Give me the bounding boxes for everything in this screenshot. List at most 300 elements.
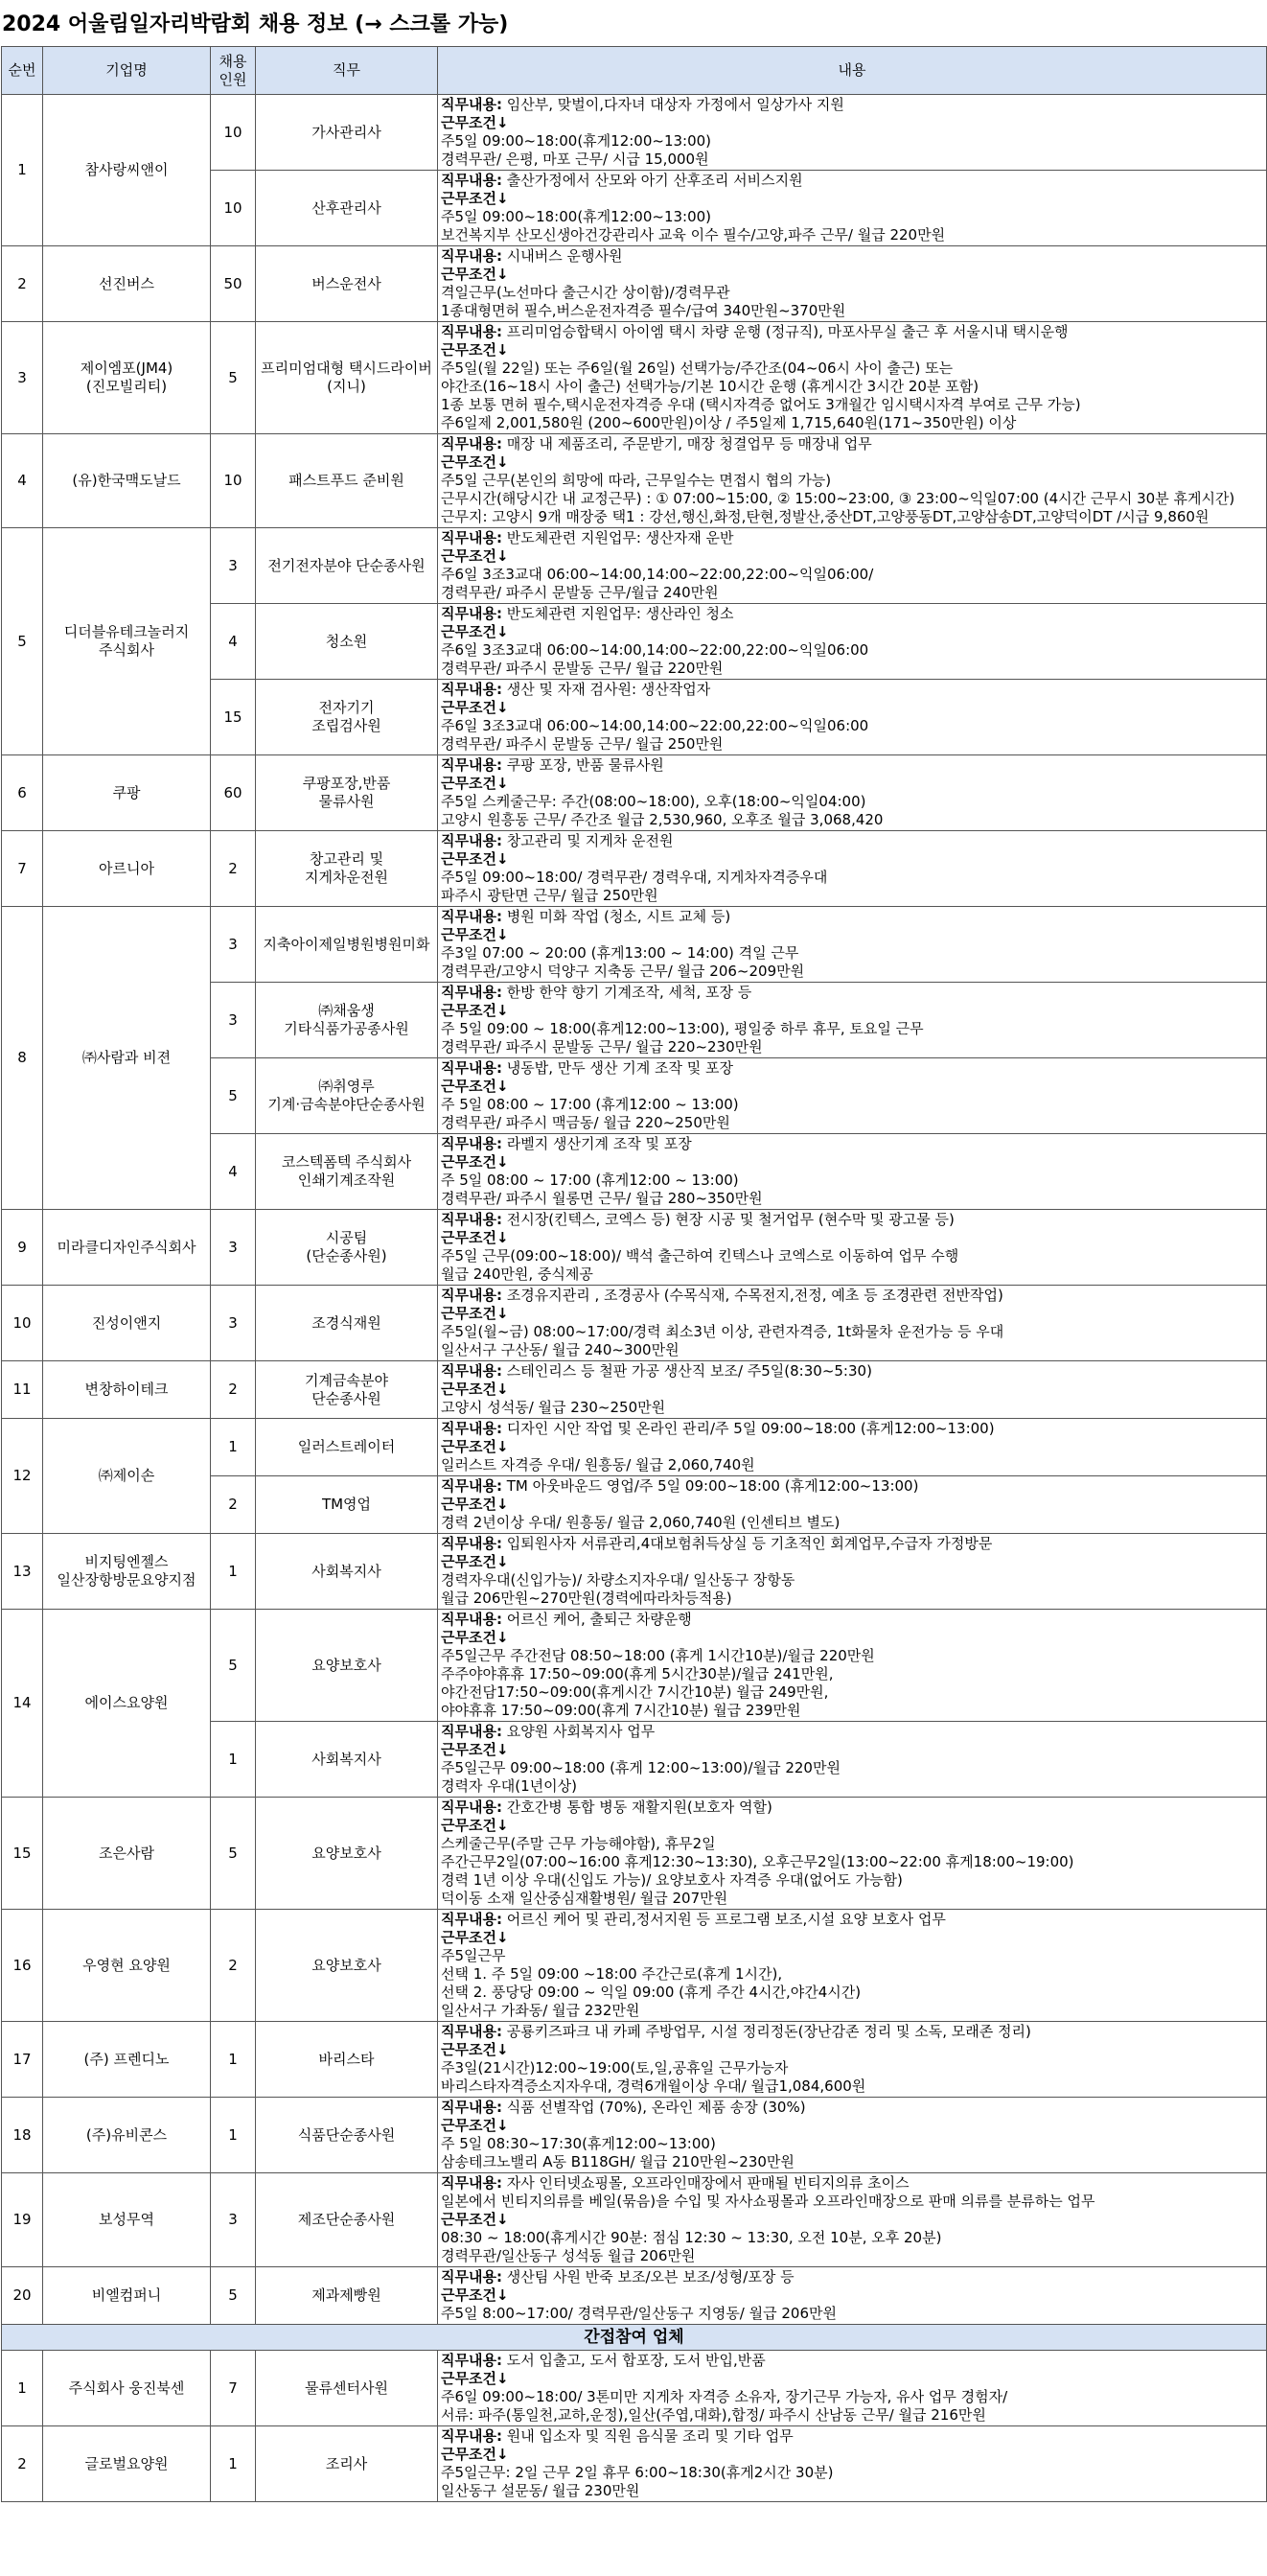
row-number: 12 xyxy=(2,1419,43,1534)
job-details xyxy=(438,1134,1267,1210)
duty-line xyxy=(441,1477,1263,1496)
header-no: 순번 xyxy=(2,47,43,95)
job-details xyxy=(438,1476,1267,1534)
duty-label: 직무내용: xyxy=(441,435,502,453)
duty-line xyxy=(441,1799,1263,1817)
condition-label: 근무조건↓ xyxy=(441,2211,509,2228)
row-number: 20 xyxy=(2,2267,43,2325)
job-role: 제과제빵원 xyxy=(256,2267,438,2325)
duty-label: 직무내용: xyxy=(441,2174,502,2192)
cell-line: 코스텍폼텍 주식회사 xyxy=(281,1153,412,1171)
condition-label: 근무조건↓ xyxy=(441,2041,509,2058)
duty-text: 창고관리 및 지게차 운전원 xyxy=(506,832,674,849)
condition-line: 경력 1년 이상 우대(신입도 가능)/ 요양보호사 자격증 우대(없어도 가능함) xyxy=(441,1871,903,1889)
table-row xyxy=(2,2098,1267,2173)
cell-line: 일산장항방문요양지점 xyxy=(57,1571,196,1589)
duty-text: 조경유지관리 , 조경공사 (수목식재, 수목전지,전정, 예초 등 조경관련 전반작업) xyxy=(506,1287,1003,1304)
condition-label: 근무조건↓ xyxy=(441,775,509,792)
duty-text: 프리미엄승합택시 아이엠 택시 차량 운행 (정규직), 마포사무실 출근 후 서울시내 택시운행 xyxy=(506,323,1069,340)
condition-line: 고양시 원흥동 근무/ 주간조 월급 2,530,960, 오후조 월급 3,068,420 xyxy=(441,811,884,828)
company-name: 변창하이테크 xyxy=(43,1361,211,1419)
row-number: 13 xyxy=(2,1534,43,1610)
condition-label: 근무조건↓ xyxy=(441,453,509,471)
table-row xyxy=(2,1361,1267,1419)
hire-count: 3 xyxy=(211,1210,256,1286)
duty-label: 직무내용: xyxy=(441,605,502,622)
duty-line xyxy=(441,1211,1263,1229)
condition-line: 주5일 근무(09:00~18:00)/ 백석 출근하여 킨텍스나 코엑스로 이동하여 업무 수행 xyxy=(441,1247,959,1265)
cell-line: 물류사원 xyxy=(318,793,375,810)
condition-line: 주3일 07:00 ~ 20:00 (휴게13:00 ~ 14:00) 격일 근무 xyxy=(441,944,799,962)
job-role: 전기전자분야 단순종사원 xyxy=(256,528,438,604)
hire-count: 1 xyxy=(211,2098,256,2173)
duty-label: 직무내용: xyxy=(441,96,502,113)
job-role: 조경식재원 xyxy=(256,1286,438,1361)
duty-line xyxy=(441,2352,1263,2370)
job-table xyxy=(1,46,1267,2502)
duty-line xyxy=(441,1420,1263,1438)
job-details xyxy=(438,1210,1267,1286)
condition-line: 08:30 ~ 18:00(휴게시간 90분: 점심 12:30 ~ 13:30, 오전 10분, 오후 20분) xyxy=(441,2229,942,2246)
job-role: 청소원 xyxy=(256,604,438,680)
condition-line: 주6일 3조3교대 06:00~14:00,14:00~22:00,22:00~익일06:00/ xyxy=(441,566,874,583)
condition-label: 근무조건↓ xyxy=(441,1496,509,1513)
job-role: 버스운전사 xyxy=(256,246,438,322)
job-details xyxy=(438,1361,1267,1419)
cell-line: ㈜채움생 xyxy=(318,1002,375,1019)
condition-line: 일산서구 가좌동/ 월급 232만원 xyxy=(441,2002,640,2019)
condition-line: 주 5일 08:00 ~ 17:00 (휴게12:00 ~ 13:00) xyxy=(441,1096,739,1113)
company-name: 선진버스 xyxy=(43,246,211,322)
job-table-body xyxy=(2,95,1267,2325)
duty-text: 스테인리스 등 철판 가공 생산직 보조/ 주5일(8:30~5:30) xyxy=(506,1362,872,1380)
job-details xyxy=(438,983,1267,1058)
hire-count: 4 xyxy=(211,1134,256,1210)
condition-line: 삼송테크노밸리 A동 B118GH/ 월급 210만원~230만원 xyxy=(441,2153,795,2170)
duty-label: 직무내용: xyxy=(441,984,502,1001)
condition-line: 경력무관/ 파주시 문발동 근무/ 월급 220~230만원 xyxy=(441,1038,763,1056)
company-name: 글로벌요양원 xyxy=(43,2426,211,2502)
row-number: 3 xyxy=(2,322,43,434)
table-row xyxy=(2,2022,1267,2098)
duty-line xyxy=(441,984,1263,1002)
duty-text: 한방 한약 향기 기계조작, 세척, 포장 등 xyxy=(506,984,752,1001)
condition-line: 경력무관/ 파주시 월롱면 근무/ 월급 280~350만원 xyxy=(441,1190,763,1207)
job-role: 바리스타 xyxy=(256,2022,438,2098)
company-name: 에이스요양원 xyxy=(43,1610,211,1798)
job-role: 요양보호사 xyxy=(256,1610,438,1722)
duty-label: 직무내용: xyxy=(441,2427,502,2445)
hire-count: 5 xyxy=(211,1610,256,1722)
header-company: 기업명 xyxy=(43,47,211,95)
condition-line: 선택 1. 주 5일 09:00 ~18:00 주간근로(휴게 1시간), xyxy=(441,1965,783,1983)
duty-line xyxy=(441,2023,1263,2041)
hire-count: 5 xyxy=(211,1058,256,1134)
job-details xyxy=(438,322,1267,434)
duty-label: 직무내용: xyxy=(441,172,502,189)
duty-text: 원내 입소자 및 직원 음식물 조리 및 기타 업무 xyxy=(506,2427,794,2445)
row-number: 9 xyxy=(2,1210,43,1286)
job-details xyxy=(438,2022,1267,2098)
job-details xyxy=(438,1534,1267,1610)
hire-count: 1 xyxy=(211,1534,256,1610)
condition-line: 격일근무(노선마다 출근시간 상이함)/경력무관 xyxy=(441,284,730,301)
job-role xyxy=(256,755,438,831)
duty-label: 직무내용: xyxy=(441,1287,502,1304)
duty-text: 공룡키즈파크 내 카페 주방업무, 시설 정리정돈(장난감존 정리 및 소독, 모래존 정리) xyxy=(506,2023,1031,2040)
condition-label: 근무조건↓ xyxy=(441,1817,509,1834)
row-number: 15 xyxy=(2,1798,43,1910)
job-role xyxy=(256,983,438,1058)
condition-label: 근무조건↓ xyxy=(441,1305,509,1322)
condition-line: 주6일 3조3교대 06:00~14:00,14:00~22:00,22:00~익일06:00 xyxy=(441,717,869,734)
duty-text: 입퇴원사자 서류관리,4대보험취득상실 등 기초적인 회계업무,수급자 가정방문 xyxy=(506,1535,993,1552)
row-number: 14 xyxy=(2,1610,43,1798)
duty-label: 직무내용: xyxy=(441,1211,502,1228)
condition-line: 경력무관/고양시 덕양구 지축동 근무/ 월급 206~209만원 xyxy=(441,963,805,980)
condition-line: 일산동구 설문동/ 월급 230만원 xyxy=(441,2482,640,2499)
company-name: 보성무역 xyxy=(43,2173,211,2267)
job-details xyxy=(438,2351,1267,2426)
duty-label: 직무내용: xyxy=(441,1723,502,1740)
duty-label: 직무내용: xyxy=(441,529,502,546)
duty-text: 병원 미화 작업 (청소, 시트 교체 등) xyxy=(506,908,731,925)
company-name: 쿠팡 xyxy=(43,755,211,831)
hire-count: 1 xyxy=(211,2022,256,2098)
row-number: 2 xyxy=(2,2426,43,2502)
cell-line: 시공팀 xyxy=(325,1229,368,1246)
condition-label: 근무조건↓ xyxy=(441,699,509,716)
company-name: (주) 프렌디노 xyxy=(43,2022,211,2098)
duty-line xyxy=(441,605,1263,623)
hire-count: 5 xyxy=(211,2267,256,2325)
duty-label: 직무내용: xyxy=(441,756,502,774)
job-details xyxy=(438,1610,1267,1722)
job-details xyxy=(438,528,1267,604)
table-row xyxy=(2,831,1267,907)
duty-line xyxy=(441,1059,1263,1078)
duty-label: 직무내용: xyxy=(441,1911,502,1928)
hire-count: 2 xyxy=(211,1910,256,2022)
condition-line: 주6일 09:00~18:00/ 3톤미만 지게차 자격증 소유자, 장기근무 가능자, 유사 업무 경험자/ xyxy=(441,2388,1008,2405)
duty-line xyxy=(441,529,1263,547)
job-role: 사회복지사 xyxy=(256,1534,438,1610)
condition-line: 월급 206만원~270만원(경력에따라차등적용) xyxy=(441,1590,732,1607)
table-row xyxy=(2,907,1267,983)
cell-line: 기계금속분야 xyxy=(305,1371,388,1389)
job-details xyxy=(438,95,1267,171)
job-details xyxy=(438,755,1267,831)
table-row xyxy=(2,1534,1267,1610)
hire-count: 5 xyxy=(211,1798,256,1910)
condition-line: 주주야야휴휴 17:50~09:00(휴게 5시간30분)/월급 241만원, xyxy=(441,1665,834,1683)
job-details xyxy=(438,2426,1267,2502)
company-name: 조은사람 xyxy=(43,1798,211,1910)
condition-line: 주5일 근무(본인의 희망에 따라, 근무일수는 면접시 협의 가능) xyxy=(441,472,832,489)
company-name: 미라클디자인주식회사 xyxy=(43,1210,211,1286)
condition-line: 경력무관/ 은평, 마포 근무/ 시급 15,000원 xyxy=(441,151,709,168)
duty-label: 직무내용: xyxy=(441,323,502,340)
condition-line: 주5일근무 주간전담 08:50~18:00 (휴게 1시간10분)/월급 220만원 xyxy=(441,1647,875,1664)
row-number: 7 xyxy=(2,831,43,907)
condition-line: 1종대형면허 필수,버스운전자격증 필수/급여 340만원~370만원 xyxy=(441,302,846,319)
job-role xyxy=(256,1361,438,1419)
condition-label: 근무조건↓ xyxy=(441,2286,509,2304)
table-row xyxy=(2,2351,1267,2426)
table-row xyxy=(2,2426,1267,2502)
condition-label: 근무조건↓ xyxy=(441,1438,509,1455)
condition-line: 파주시 광탄면 근무/ 월급 250만원 xyxy=(441,887,658,904)
cell-line: 기계·금속분야단순종사원 xyxy=(267,1096,426,1113)
condition-line: 야야휴휴 17:50~09:00(휴게 7시간10분) 월급 239만원 xyxy=(441,1702,801,1719)
duty-line xyxy=(441,1362,1263,1381)
page-title: 2024 어울림일자리박람회 채용 정보 (→ 스크롤 가능) xyxy=(2,12,509,36)
condition-label: 근무조건↓ xyxy=(441,623,509,640)
condition-label: 근무조건↓ xyxy=(441,1381,509,1398)
table-row xyxy=(2,2173,1267,2267)
condition-line: 1종 보통 면허 필수,택시운전자격증 우대 (택시자격증 없어도 3개월간 임시택시자격 부여로 근무 가능) xyxy=(441,396,1081,413)
condition-label: 근무조건↓ xyxy=(441,190,509,207)
job-role: 일러스트레이터 xyxy=(256,1419,438,1476)
duty-text: 반도체관련 지원업무: 생산라인 청소 xyxy=(506,605,734,622)
table-row xyxy=(2,755,1267,831)
job-details xyxy=(438,246,1267,322)
hire-count: 2 xyxy=(211,1361,256,1419)
duty-line xyxy=(441,1287,1263,1305)
condition-line: 선택 2. 풍당당 09:00 ~ 익일 09:00 (휴게 주간 4시간,야간4시간) xyxy=(441,1984,862,2001)
condition-line: 주6일 3조3교대 06:00~14:00,14:00~22:00,22:00~익일06:00 xyxy=(441,641,869,659)
table-row xyxy=(2,2267,1267,2325)
cell-line: 쿠팡포장,반품 xyxy=(302,775,391,792)
condition-line: 경력 2년이상 우대/ 원흥동/ 월급 2,060,740원 (인센티브 별도) xyxy=(441,1514,841,1531)
job-details xyxy=(438,907,1267,983)
cell-line: 디더블유테크놀러지 xyxy=(63,623,190,640)
duty-line xyxy=(441,172,1263,190)
duty-line xyxy=(441,1911,1263,1929)
hire-count: 7 xyxy=(211,2351,256,2426)
job-role: 요양보호사 xyxy=(256,1910,438,2022)
hire-count: 10 xyxy=(211,434,256,528)
condition-label: 근무조건↓ xyxy=(441,926,509,943)
condition-label: 근무조건↓ xyxy=(441,850,509,868)
hire-count: 10 xyxy=(211,95,256,171)
cell-line: (진모빌리티) xyxy=(85,378,168,395)
job-details xyxy=(438,1798,1267,1910)
job-role xyxy=(256,831,438,907)
cell-line: 비지팅엔젤스 xyxy=(84,1553,169,1570)
duty-line xyxy=(441,2099,1263,2117)
job-role: 식품단순종사원 xyxy=(256,2098,438,2173)
condition-line: 주5일근무 09:00~18:00 (휴게 12:00~13:00)/월급 220만원 xyxy=(441,1759,841,1776)
job-role: 가사관리사 xyxy=(256,95,438,171)
duty-label: 직무내용: xyxy=(441,2023,502,2040)
duty-label: 직무내용: xyxy=(441,1362,502,1380)
duty-line xyxy=(441,96,1263,114)
duty-line xyxy=(441,756,1263,775)
duty-text: 생산 및 자재 검사원: 생산작업자 xyxy=(506,681,711,698)
row-number: 1 xyxy=(2,2351,43,2426)
indirect-table-body xyxy=(2,2351,1267,2502)
duty-text: 출산가정에서 산모와 아기 산후조리 서비스지원 xyxy=(506,172,803,189)
condition-line: 경력무관/일산동구 성석동 월급 206만원 xyxy=(441,2247,696,2264)
condition-line: 주5일 스케줄근무: 주간(08:00~18:00), 오후(18:00~익일04:00) xyxy=(441,793,866,810)
job-details xyxy=(438,604,1267,680)
duty-text: 어르신 케어 및 관리,정서지원 등 프로그램 보조,시설 요양 보호사 업무 xyxy=(506,1911,946,1928)
company-name: (유)한국맥도날드 xyxy=(43,434,211,528)
duty-label: 직무내용: xyxy=(441,1799,502,1816)
table-row xyxy=(2,1910,1267,2022)
duty-line xyxy=(441,435,1263,453)
indirect-section xyxy=(2,2325,1267,2351)
company-name xyxy=(43,1534,211,1610)
job-role xyxy=(256,1210,438,1286)
duty-label: 직무내용: xyxy=(441,2352,502,2369)
duty-text: 쿠팡 포장, 반품 물류사원 xyxy=(506,756,664,774)
condition-line: 야간전담17:50~09:00(휴게시간 7시간10분) 월급 249만원, xyxy=(441,1683,829,1701)
condition-line: 경력무관/ 파주시 문발동 근무/월급 240만원 xyxy=(441,584,719,601)
hire-count: 4 xyxy=(211,604,256,680)
table-row xyxy=(2,434,1267,528)
row-number: 18 xyxy=(2,2098,43,2173)
cell-line: 전자기기 xyxy=(318,699,375,716)
job-details xyxy=(438,1058,1267,1134)
condition-label: 근무조건↓ xyxy=(441,1002,509,1019)
condition-label: 근무조건↓ xyxy=(441,2446,509,2463)
job-role: 프리미엄대형 택시드라이버 (지니) xyxy=(256,322,438,434)
hire-count: 3 xyxy=(211,1286,256,1361)
duty-text: 어르신 케어, 출퇴근 차량운행 xyxy=(506,1611,692,1628)
condition-label: 근무조건↓ xyxy=(441,1629,509,1646)
job-details xyxy=(438,2173,1267,2267)
duty-text: 반도체관련 지원업무: 생산자재 운반 xyxy=(506,529,734,546)
hire-count: 3 xyxy=(211,983,256,1058)
condition-line: 덕이동 소재 일산중심재활병원/ 월급 207만원 xyxy=(441,1890,728,1907)
row-number: 11 xyxy=(2,1361,43,1419)
duty-text: TM 아웃바운드 영업/주 5일 09:00~18:00 (휴게12:00~13:00) xyxy=(506,1477,919,1495)
duty-text: 임산부, 맞벌이,다자녀 대상자 가정에서 일상가사 지원 xyxy=(506,96,844,113)
duty-text: 시내버스 운행사원 xyxy=(506,247,623,265)
condition-line: 경력무관/ 파주시 문발동 근무/ 월급 220만원 xyxy=(441,660,724,677)
condition-line: 주5일 09:00~18:00/ 경력무관/ 경력우대, 지게차자격증우대 xyxy=(441,869,828,886)
condition-line: 주5일 8:00~17:00/ 경력무관/일산동구 지영동/ 월급 206만원 xyxy=(441,2305,837,2322)
row-number: 4 xyxy=(2,434,43,528)
condition-label: 근무조건↓ xyxy=(441,2370,509,2387)
job-role: 패스트푸드 준비원 xyxy=(256,434,438,528)
duty-label: 직무내용: xyxy=(441,832,502,849)
cell-line: 인쇄기계조작원 xyxy=(297,1172,396,1189)
header-content: 내용 xyxy=(438,47,1267,95)
cell-line: 기타식품가공종사원 xyxy=(284,1020,409,1037)
hire-count: 2 xyxy=(211,1476,256,1534)
table-row xyxy=(2,322,1267,434)
condition-line: 야간조(16~18시 사이 출근) 선택가능/기본 10시간 운행 (휴게시간 3시간 20분 포함) xyxy=(441,378,979,395)
company-name xyxy=(43,528,211,755)
condition-line: 바리스타자격증소지자우대, 경력6개월이상 우대/ 월급1,084,600원 xyxy=(441,2077,866,2095)
job-role xyxy=(256,1058,438,1134)
hire-count: 2 xyxy=(211,831,256,907)
duty-line xyxy=(441,2268,1263,2286)
condition-line: 주5일근무: 2일 근무 2일 휴무 6:00~18:30(휴게2시간 30분) xyxy=(441,2464,834,2481)
duty-text: 전시장(킨텍스, 코엑스 등) 현장 시공 및 철거업무 (현수막 및 광고물 등) xyxy=(506,1211,955,1228)
duty-label: 직무내용: xyxy=(441,2099,502,2116)
job-role: 물류센터사원 xyxy=(256,2351,438,2426)
duty-label: 직무내용: xyxy=(441,2268,502,2286)
company-name: 비엘컴퍼니 xyxy=(43,2267,211,2325)
job-details xyxy=(438,680,1267,755)
cell-line: 단순종사원 xyxy=(311,1389,381,1407)
condition-line: 주 5일 09:00 ~ 18:00(휴게12:00~13:00), 평일중 하루 휴무, 토요일 근무 xyxy=(441,1020,924,1037)
company-name xyxy=(43,322,211,434)
condition-line: 월급 240만원, 중식제공 xyxy=(441,1265,593,1283)
duty-label: 직무내용: xyxy=(441,1477,502,1495)
duty-text: 디자인 시안 작업 및 온라인 관리/주 5일 09:00~18:00 (휴게12:00~13:00) xyxy=(506,1420,995,1437)
hire-count: 10 xyxy=(211,171,256,246)
condition-label: 근무조건↓ xyxy=(441,1553,509,1570)
table-header-row xyxy=(2,47,1267,95)
duty-line xyxy=(441,1535,1263,1553)
cell-line: 주식회사 xyxy=(99,641,154,659)
hire-count: 1 xyxy=(211,1722,256,1798)
pre-condition-line: 일본에서 빈티지의류를 베일(묶음)을 수입 및 자사쇼핑몰과 오프라인매장으로 판매 의류를 분류하는 업무 xyxy=(441,2193,1095,2210)
condition-label: 근무조건↓ xyxy=(441,341,509,359)
duty-text: 매장 내 제품조리, 주문받기, 매장 청결업무 등 매장내 업무 xyxy=(506,435,872,453)
company-name: ㈜제이손 xyxy=(43,1419,211,1534)
condition-label: 근무조건↓ xyxy=(441,1078,509,1095)
duty-label: 직무내용: xyxy=(441,1059,502,1077)
hire-count: 1 xyxy=(211,1419,256,1476)
condition-line: 주간근무2일(07:00~16:00 휴게12:30~13:30), 오후근무2일(13:00~22:00 휴게18:00~19:00) xyxy=(441,1853,1074,1870)
row-number: 19 xyxy=(2,2173,43,2267)
hire-count: 3 xyxy=(211,2173,256,2267)
duty-text: 냉동밥, 만두 생산 기계 조작 및 포장 xyxy=(506,1059,733,1077)
hire-count: 3 xyxy=(211,528,256,604)
condition-label: 근무조건↓ xyxy=(441,266,509,283)
company-name: 참사랑씨앤이 xyxy=(43,95,211,246)
condition-label: 근무조건↓ xyxy=(441,1741,509,1758)
condition-line: 보건복지부 산모신생아건강관리사 교육 이수 필수/고양,파주 근무/ 월급 220만원 xyxy=(441,226,946,244)
condition-line: 경력무관/ 파주시 맥금동/ 월급 220~250만원 xyxy=(441,1114,730,1131)
job-role: 요양보호사 xyxy=(256,1798,438,1910)
condition-line: 주5일 09:00~18:00(휴게12:00~13:00) xyxy=(441,132,712,150)
row-number: 10 xyxy=(2,1286,43,1361)
job-role: 제조단순종사원 xyxy=(256,2173,438,2267)
condition-label: 근무조건↓ xyxy=(441,547,509,565)
table-row xyxy=(2,528,1267,604)
company-name: (주)유비콘스 xyxy=(43,2098,211,2173)
job-role: 조리사 xyxy=(256,2426,438,2502)
condition-line: 주6일제 2,001,580원 (200~600만원)이상 / 주5일제 1,715,640원(171~350만원) 이상 xyxy=(441,414,1017,431)
duty-line xyxy=(441,323,1263,341)
condition-label: 근무조건↓ xyxy=(441,1153,509,1171)
section-header-row xyxy=(2,2325,1267,2351)
duty-label: 직무내용: xyxy=(441,681,502,698)
condition-label: 근무조건↓ xyxy=(441,1229,509,1246)
condition-label: 근무조건↓ xyxy=(441,2117,509,2134)
hire-count: 15 xyxy=(211,680,256,755)
indirect-section-title: 간접참여 업체 xyxy=(2,2325,1267,2351)
company-name: 우영현 요양원 xyxy=(43,1910,211,2022)
cell-line: 창고관리 및 xyxy=(309,850,384,868)
row-number: 5 xyxy=(2,528,43,755)
duty-line xyxy=(441,1611,1263,1629)
table-row xyxy=(2,1798,1267,1910)
condition-line: 주5일(월~금) 08:00~17:00/경력 최소3년 이상, 관련자격증, 1t화물차 운전가능 등 우대 xyxy=(441,1323,1004,1340)
company-name: 진성이앤지 xyxy=(43,1286,211,1361)
row-number: 17 xyxy=(2,2022,43,2098)
cell-line: 제이엠포(JM4) xyxy=(80,360,173,377)
condition-line: 주5일근무 xyxy=(441,1947,506,1964)
hire-count: 1 xyxy=(211,2426,256,2502)
